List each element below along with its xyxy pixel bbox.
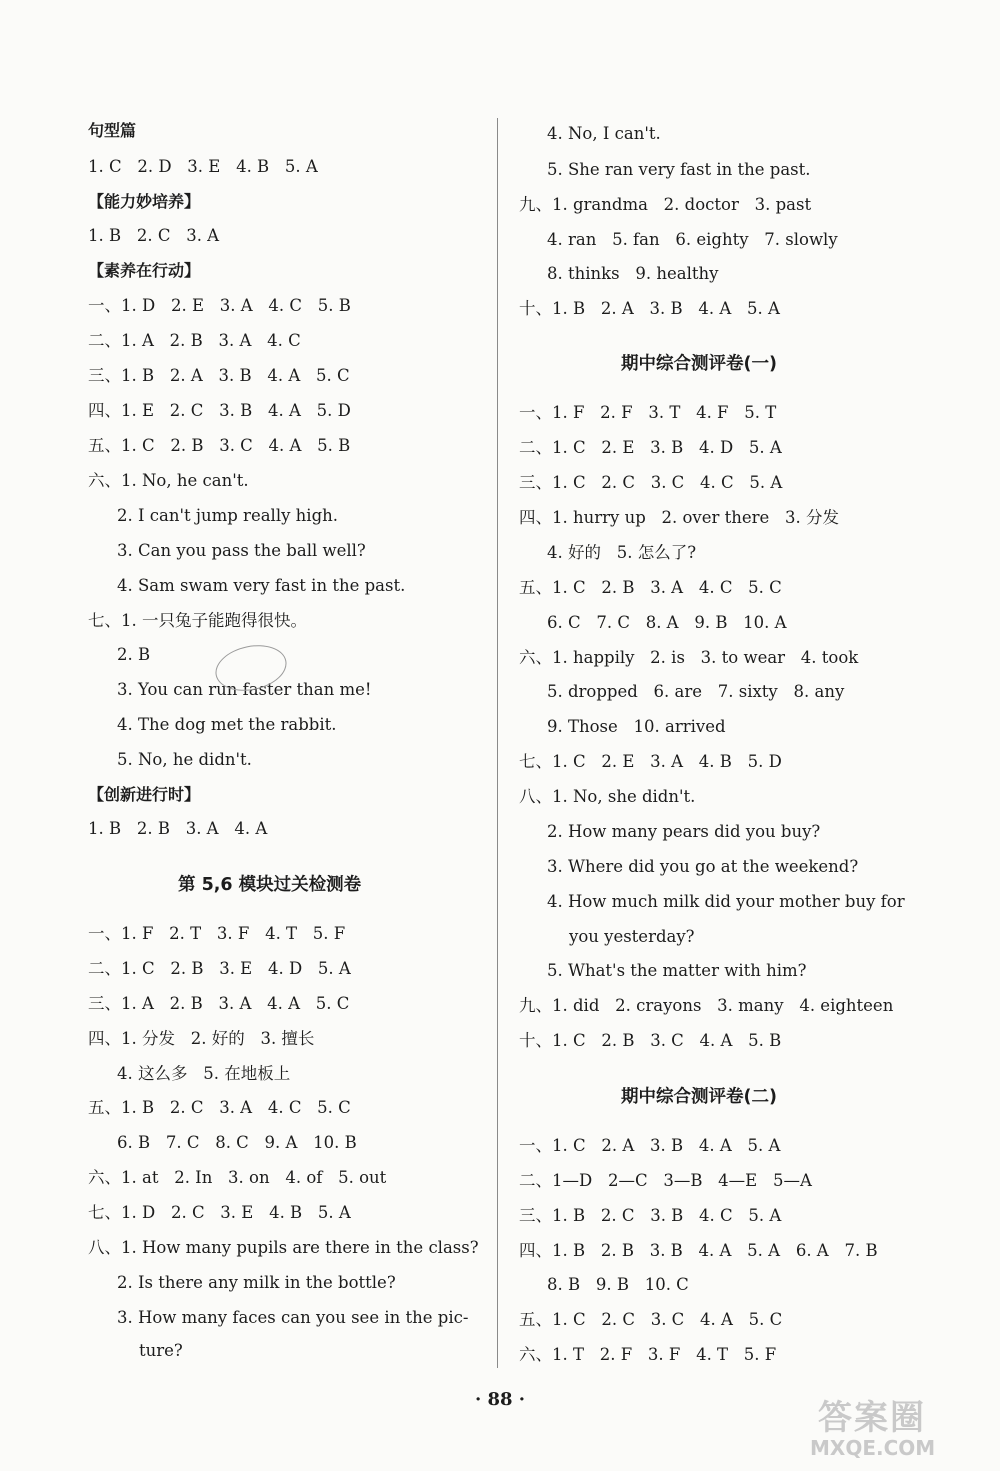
answer-line: ture? (139, 1341, 183, 1360)
answer-line: 4. Sam swam very fast in the past. (117, 576, 406, 595)
answer-line: 三、1. B 2. C 3. B 4. C 5. A (519, 1206, 782, 1225)
answer-line: 七、1. C 2. E 3. A 4. B 5. D (519, 752, 782, 771)
answer-line: 1. B 2. C 3. A (88, 226, 220, 245)
answer-line: 6. B 7. C 8. C 9. A 10. B (117, 1133, 357, 1152)
answer-line: 5. She ran very fast in the past. (547, 160, 811, 179)
answer-line: 4. How much milk did your mother buy for (547, 892, 905, 911)
answer-line: 2. How many pears did you buy? (547, 822, 821, 841)
section-heading: 【素养在行动】 (88, 261, 201, 280)
answer-line: 4. ran 5. fan 6. eighty 7. slowly (547, 230, 838, 249)
answer-line: 二、1. C 2. B 3. E 4. D 5. A (88, 959, 351, 978)
answer-line: 十、1. C 2. B 3. C 4. A 5. B (519, 1031, 782, 1050)
answer-line: 8. B 9. B 10. C (547, 1275, 689, 1294)
answer-line: 二、1—D 2—C 3—B 4—E 5—A (519, 1171, 812, 1190)
answer-line: 三、1. C 2. C 3. C 4. C 5. A (519, 473, 783, 492)
answer-line: 3. Where did you go at the weekend? (547, 857, 859, 876)
answer-line: 六、1. T 2. F 3. F 4. T 5. F (519, 1345, 777, 1364)
answer-line: 三、1. B 2. A 3. B 4. A 5. C (88, 366, 350, 385)
answer-line: 三、1. A 2. B 3. A 4. A 5. C (88, 994, 350, 1013)
watermark-logo (788, 1390, 988, 1460)
answer-line: 九、1. grandma 2. doctor 3. past (519, 195, 812, 214)
answer-line: 2. I can't jump really high. (117, 506, 339, 525)
answer-line: 五、1. C 2. B 3. A 4. C 5. C (519, 578, 782, 597)
section-heading: 【创新进行时】 (88, 785, 201, 804)
answer-line: 八、1. No, she didn't. (519, 787, 696, 806)
answer-line: 9. Those 10. arrived (547, 717, 726, 736)
answer-line: 2. B (117, 645, 151, 664)
answer-line: 一、1. F 2. F 3. T 4. F 5. T (519, 403, 777, 422)
answer-line: 四、1. hurry up 2. over there 3. 分发 (519, 508, 840, 527)
answer-line: 五、1. C 2. C 3. C 4. A 5. C (519, 1310, 783, 1329)
answer-line: 十、1. B 2. A 3. B 4. A 5. A (519, 299, 780, 318)
answer-line: 5. What's the matter with him? (547, 961, 807, 980)
page-number: · 88 · (474, 1389, 526, 1410)
section-title: 第 5,6 模块过关检测卷 (178, 875, 362, 895)
watermark-text: 答案圈 (818, 1398, 926, 1438)
answer-line: 七、1. D 2. C 3. E 4. B 5. A (88, 1203, 351, 1222)
answer-line: 四、1. 分发 2. 好的 3. 擅长 (88, 1029, 315, 1048)
answer-line: 6. C 7. C 8. A 9. B 10. A (547, 613, 787, 632)
answer-line: 四、1. B 2. B 3. B 4. A 5. A 6. A 7. B (519, 1241, 878, 1260)
answer-line: 二、1. C 2. E 3. B 4. D 5. A (519, 438, 782, 457)
answer-line: 4. No, I can't. (547, 124, 661, 143)
answer-line: 5. dropped 6. are 7. sixty 8. any (547, 682, 845, 701)
answer-line: 六、1. at 2. In 3. on 4. of 5. out (88, 1168, 387, 1187)
answer-line: 七、1. 一只兔子能跑得很快。 (88, 611, 307, 630)
answer-line: 一、1. D 2. E 3. A 4. C 5. B (88, 296, 351, 315)
answer-line: 3. Can you pass the ball well? (117, 541, 366, 560)
answer-line: 五、1. C 2. B 3. C 4. A 5. B (88, 436, 351, 455)
column-divider (497, 118, 498, 1368)
answer-line: you yesterday? (569, 927, 695, 946)
answer-line: 八、1. How many pupils are there in the class? (88, 1238, 479, 1257)
answer-line: 4. The dog met the rabbit. (117, 715, 337, 734)
answer-line: 二、1. A 2. B 3. A 4. C (88, 331, 301, 350)
answer-line: 3. You can run faster than me! (117, 680, 372, 699)
answer-line: 5. No, he didn't. (117, 750, 252, 769)
answer-line: 四、1. E 2. C 3. B 4. A 5. D (88, 401, 351, 420)
answer-line: 8. thinks 9. healthy (547, 264, 719, 283)
answer-line: 六、1. No, he can't. (88, 471, 249, 490)
answer-line: 3. How many faces can you see in the pic- (117, 1308, 469, 1327)
answer-line: 4. 好的 5. 怎么了? (547, 543, 697, 562)
answer-line: 一、1. C 2. A 3. B 4. A 5. A (519, 1136, 781, 1155)
answer-line: 六、1. happily 2. is 3. to wear 4. took (519, 648, 859, 667)
answer-line: 1. B 2. B 3. A 4. A (88, 819, 268, 838)
answer-line: 一、1. F 2. T 3. F 4. T 5. F (88, 924, 346, 943)
section-heading: 【能力妙培养】 (88, 192, 201, 211)
answer-line: 五、1. B 2. C 3. A 4. C 5. C (88, 1098, 351, 1117)
answer-line: 1. C 2. D 3. E 4. B 5. A (88, 157, 318, 176)
answer-line: 2. Is there any milk in the bottle? (117, 1273, 396, 1292)
answer-line: 4. 这么多 5. 在地板上 (117, 1064, 291, 1083)
section-heading: 句型篇 (88, 121, 137, 140)
watermark-url: MXQE.COM (810, 1436, 936, 1460)
section-title: 期中综合测评卷(一) (621, 354, 777, 374)
section-title: 期中综合测评卷(二) (621, 1087, 777, 1107)
answer-line: 九、1. did 2. crayons 3. many 4. eighteen (519, 996, 894, 1015)
